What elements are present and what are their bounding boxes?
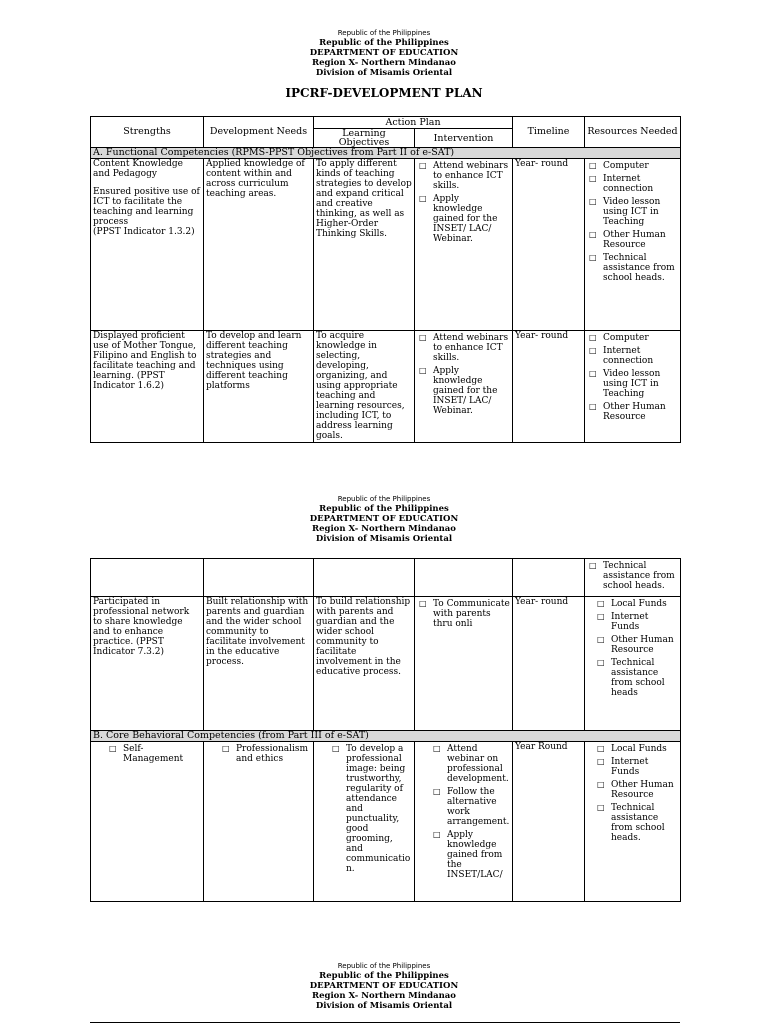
list-item: □ Follow the alternative work arrangement. [433,787,510,827]
header-strengths: Strengths [91,117,204,148]
list-item: □ Self-Management [109,744,184,764]
checkbox-icon: □ [589,161,597,170]
row3-resources [585,597,681,731]
row2-timeline: Year- round [513,331,585,443]
list-item: □ Technical assistance from school heads [597,658,665,698]
row2-resources [585,331,681,443]
list-item: □ To develop a professional image: being trustworthy, regularity of attendance and punctuality, good grooming, and communicatio n. [332,744,411,874]
letterhead-republic-small: Republic of the Philippines [337,29,431,37]
checkbox-icon: □ [589,253,597,262]
row3-need: Built relationship with parents and guardian and the wider school community to facilitate involvement in the educative process. [204,597,314,731]
checkbox-icon: □ [597,744,605,753]
letterhead-republic: Republic of the Philippines [319,504,449,514]
row1-resources [585,159,681,331]
row1-strength-3: (PPST Indicator 1.3.2) [93,227,195,237]
checkbox-icon: □ [589,402,597,411]
table-top-border [90,1022,680,1023]
checkbox-icon: □ [597,635,605,644]
row4-interventions [415,742,513,902]
checkbox-icon: □ [589,346,597,355]
row4-resources [585,742,681,902]
row1-objective: To apply different kinds of teaching strategies to develop and expand critical and creative thinking, as well as Higher-Order Thinking Skills. [314,159,415,331]
list-item: □ Other Human Resource [589,230,666,250]
row2-cont-resources [585,559,681,597]
row1-strengths [91,159,204,331]
list-item: □ Other Human Resource [597,635,674,655]
row4-strength [91,742,204,902]
row2-strength: Displayed proficient use of Mother Tongue, Filipino and English to facilitate teaching and learning. (PPST Indicator 1.6.2) [91,331,204,443]
checkbox-icon: □ [597,757,605,766]
letterhead-department: DEPARTMENT OF EDUCATION [309,48,459,58]
cont-empty-cell [513,559,585,597]
checkbox-icon: □ [222,744,230,753]
checkbox-icon: □ [589,230,597,239]
development-plan-table-2 [90,558,681,902]
checkbox-icon: □ [419,194,427,203]
list-item: □ Other Human Resource [597,780,674,800]
list-item: □ Apply knowledge gained for the INSET/ LAC/ Webinar. [419,194,498,244]
letterhead-division: Division of Misamis Oriental [315,1001,453,1011]
row1-need: Applied knowledge of content within and across curriculum teaching areas. [204,159,314,331]
checkbox-icon: □ [109,744,117,753]
checkbox-icon: □ [597,658,605,667]
row3-strength: Participated in professional network to share knowledge and to enhance practice. (PPST Indicator 7.3.2) [91,597,204,731]
list-item: □ Internet Funds [597,757,649,777]
cont-empty-cell [204,559,314,597]
letterhead-department: DEPARTMENT OF EDUCATION [309,514,459,524]
list-item: □ Internet connection [589,174,654,194]
checkbox-icon: □ [433,787,441,796]
page-2 [0,494,768,544]
header-resources: Resources Needed [585,117,681,148]
header-intervention: Intervention [415,129,513,148]
list-item: □ Video lesson using ICT in Teaching [589,197,661,227]
checkbox-icon: □ [433,830,441,839]
row3-interventions [415,597,513,731]
letterhead [0,961,768,1011]
cont-empty-cell [415,559,513,597]
list-item: □ Computer [589,333,649,343]
list-item: □ Internet Funds [597,612,649,632]
checkbox-icon: □ [419,366,427,375]
list-item: □ Attend webinars to enhance ICT skills. [419,333,509,363]
letterhead-division: Division of Misamis Oriental [315,534,453,544]
list-item: □ Technical assistance from school heads. [589,253,675,283]
list-item: □ Internet connection [589,346,654,366]
letterhead-region: Region X- Northern Mindanao [312,991,456,1001]
letterhead-department: DEPARTMENT OF EDUCATION [309,981,459,991]
list-item: □ Technical assistance from school heads. [597,803,665,843]
list-item: □ Apply knowledge gained for the INSET/ LAC/ Webinar. [419,366,498,416]
section-a-label: A. Functional Competencies (RPMS-PPST Objectives from Part II of e-SAT) [91,148,681,159]
page-3 [0,961,768,1011]
list-item: □ Video lesson using ICT in Teaching [589,369,661,399]
checkbox-icon: □ [419,599,427,608]
checkbox-icon: □ [589,197,597,206]
checkbox-icon: □ [597,599,605,608]
letterhead [0,494,768,544]
development-plan-table-1 [90,116,681,443]
header-action-plan: Action Plan [314,117,513,129]
list-item: □ Attend webinars to enhance ICT skills. [419,161,509,191]
list-item: □ Local Funds [597,744,667,754]
letterhead [0,28,768,78]
row3-timeline: Year- round [513,597,585,731]
row4-need [204,742,314,902]
row4-objective [314,742,415,902]
header-development-needs: Development Needs [204,117,314,148]
checkbox-icon: □ [419,161,427,170]
row1-strength-2: Ensured positive use of ICT to facilitate the teaching and learning process [93,187,200,227]
checkbox-icon: □ [597,612,605,621]
checkbox-icon: □ [433,744,441,753]
letterhead-republic-small: Republic of the Philippines [337,495,431,503]
list-item: □ Local Funds [597,599,667,609]
checkbox-icon: □ [597,803,605,812]
row1-timeline: Year- round [513,159,585,331]
list-item: □ Computer [589,161,649,171]
list-item: □ Technical assistance from school heads. [589,561,675,591]
page-title: IPCRF-DEVELOPMENT PLAN [285,86,483,100]
list-item: □ Other Human Resource [589,402,666,422]
list-item: □ Professionalism and ethics [222,744,309,764]
checkbox-icon: □ [589,174,597,183]
letterhead-republic-small: Republic of the Philippines [337,962,431,970]
checkbox-icon: □ [589,333,597,342]
row2-need: To develop and learn different teaching strategies and techniques using different teaching platforms [204,331,314,443]
checkbox-icon: □ [597,780,605,789]
list-item: □ Attend webinar on professional development. [433,744,509,784]
row1-strength-1: Content Knowledge and Pedagogy [93,159,184,179]
cont-empty-cell [314,559,415,597]
cont-empty-cell [91,559,204,597]
list-item: □ To Communicate with parents thru onli [419,599,510,629]
letterhead-region: Region X- Northern Mindanao [312,524,456,534]
page-1 [0,28,768,100]
section-b-label: B. Core Behavioral Competencies (from Part III of e-SAT) [91,731,681,742]
list-item: □ Apply knowledge gained from the INSET/LAC/ [433,830,503,880]
row2-objective: To acquire knowledge in selecting, developing, organizing, and using appropriate teaching and learning resources, including ICT, to address learning goals. [314,331,415,443]
header-timeline: Timeline [513,117,585,148]
checkbox-icon: □ [589,369,597,378]
letterhead-region: Region X- Northern Mindanao [312,58,456,68]
header-learning-objectives: Learning Objectives [314,129,415,148]
checkbox-icon: □ [419,333,427,342]
letterhead-republic: Republic of the Philippines [319,38,449,48]
letterhead-republic: Republic of the Philippines [319,971,449,981]
letterhead-division: Division of Misamis Oriental [315,68,453,78]
row2-interventions [415,331,513,443]
row1-interventions [415,159,513,331]
checkbox-icon: □ [332,744,340,753]
checkbox-icon: □ [589,561,597,570]
row3-objective: To build relationship with parents and guardian and the wider school community to facilitate involvement in the educative process. [314,597,415,731]
row4-timeline: Year Round [513,742,585,902]
